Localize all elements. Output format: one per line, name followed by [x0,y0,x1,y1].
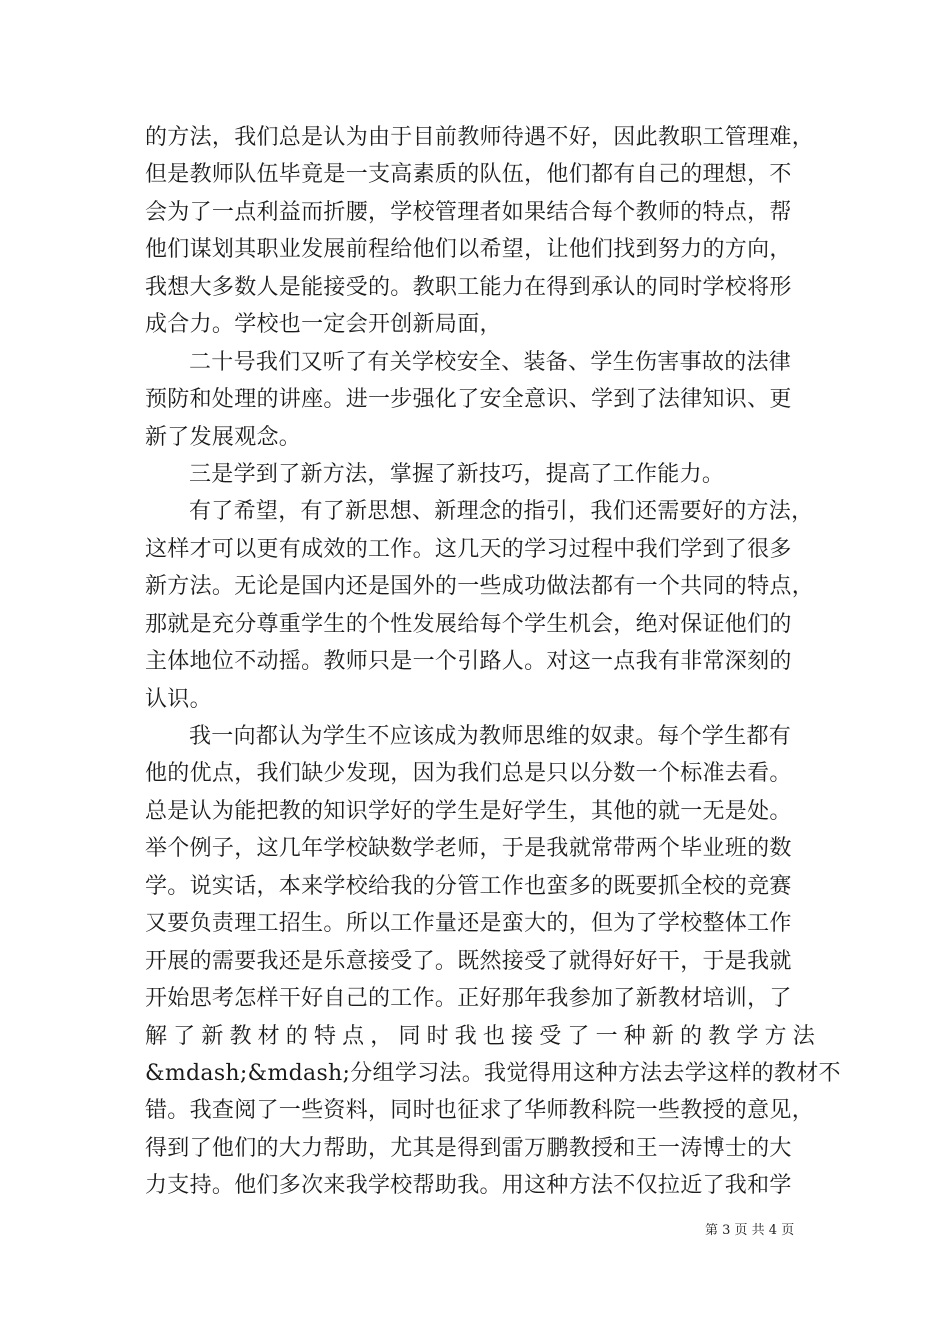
text-line: 总是认为能把教的知识学好的学生是好学生，其他的就一无是处。 [145,798,792,824]
paragraph-first-line: 二十号我们又听了有关学校安全、装备、学生伤害事故的法律 [189,349,792,375]
text-line: 开始思考怎样干好自己的工作。正好那年我参加了新教材培训，了 [145,986,792,1012]
text-line: 解了新教材的特点，同时我也接受了一种新的教学方法 [145,1023,815,1049]
document-body [145,119,841,1205]
text-line: 成合力。学校也一定会开创新局面， [145,312,502,338]
text-line: 学。说实话，本来学校给我的分管工作也蛮多的既要抓全校的竞赛 [145,873,792,899]
text-line: 新了发展观念。 [145,424,302,450]
paragraph-first-line: 有了希望，有了新思想、新理念的指引，我们还需要好的方法， [189,499,814,525]
text-line: 他们谋划其职业发展前程给他们以希望，让他们找到努力的方向， [145,237,792,263]
text-line: 开展的需要我还是乐意接受了。既然接受了就得好好干，于是我就 [145,948,792,974]
text-line: 他的优点，我们缺少发现，因为我们总是只以分数一个标准去看。 [145,761,792,787]
text-line: &mdash;&mdash;分组学习法。我觉得用这种方法去学这样的教材不 [145,1060,841,1086]
text-line: 会为了一点利益而折腰，学校管理者如果结合每个教师的特点，帮 [145,199,792,225]
text-line: 新方法。无论是国内还是国外的一些成功做法都有一个共同的特点， [145,574,815,600]
text-line: 我想大多数人是能接受的。教职工能力在得到承认的同时学校将形 [145,274,792,300]
paragraph-first-line: 三是学到了新方法，掌握了新技巧，提高了工作能力。 [189,461,725,487]
text-line: 但是教师队伍毕竟是一支高素质的队伍，他们都有自己的理想，不 [145,162,792,188]
text-line: 预防和处理的讲座。进一步强化了安全意识、学到了法律知识、更 [145,387,792,413]
page-number-footer: 第 3 页 共 4 页 [705,1223,795,1238]
text-line: 得到了他们的大力帮助，尤其是得到雷万鹏教授和王一涛博士的大 [145,1135,792,1161]
text-line: 又要负责理工招生。所以工作量还是蛮大的，但为了学校整体工作 [145,911,792,937]
text-line: 力支持。他们多次来我学校帮助我。用这种方法不仅拉近了我和学 [145,1173,792,1199]
paragraph-first-line: 我一向都认为学生不应该成为教师思维的奴隶。每个学生都有 [189,724,792,749]
text-line: 这样才可以更有成效的工作。这几天的学习过程中我们学到了很多 [145,536,792,562]
text-line: 认识。 [145,686,212,712]
text-line: 那就是充分尊重学生的个性发展给每个学生机会，绝对保证他们的 [145,611,792,637]
text-line: 错。我查阅了一些资料，同时也征求了华师教科院一些教授的意见， [145,1098,815,1124]
text-line: 主体地位不动摇。教师只是一个引路人。对这一点我有非常深刻的 [145,649,792,675]
text-line: 的方法，我们总是认为由于目前教师待遇不好，因此教职工管理难， [145,125,815,150]
text-line: 举个例子，这几年学校缺数学老师，于是我就常带两个毕业班的数 [145,836,792,862]
